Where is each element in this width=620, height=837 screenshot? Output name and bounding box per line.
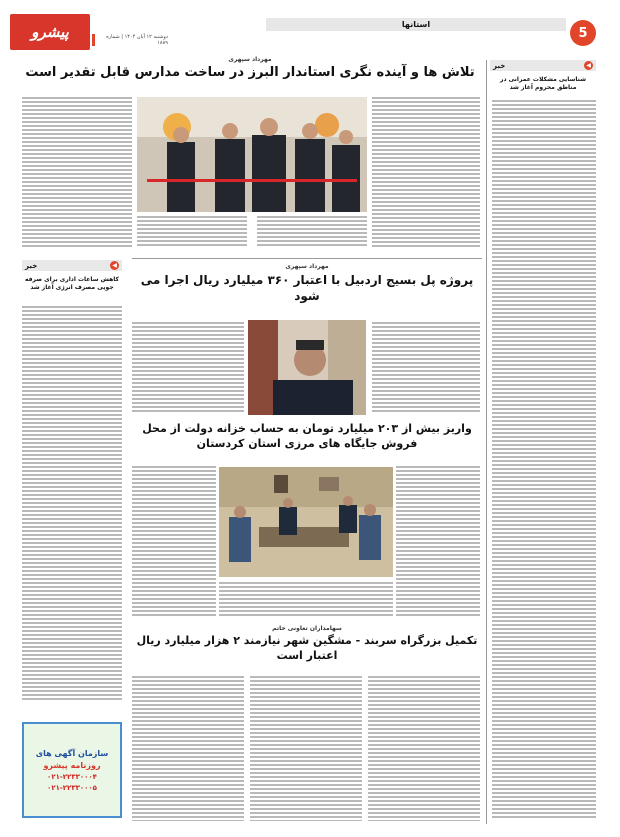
story1-text-col2a [137, 216, 247, 248]
right-column-text [492, 100, 596, 820]
story2-text-col3 [372, 322, 480, 414]
ad-phone2: ۰۲۱-۲۲۳۳۰۰۰۵ [47, 783, 97, 792]
story2-kicker: مهرداد سپهری [285, 263, 329, 270]
news-box-right-title: شناسایی مشکلات عمرانی در مناطق محروم آغاز شد [499, 76, 586, 92]
ad-title-row [36, 749, 109, 758]
issue-date: دوشنبه ۱۲ آبان ۱۴۰۴ | شماره ۱۸۸۹ [106, 34, 168, 46]
story1-photo-ribbon-cutting [137, 97, 367, 212]
story3-text-col1 [132, 466, 216, 616]
story4-text-col1 [132, 676, 244, 821]
story2-text-col1 [132, 322, 244, 414]
news-box-right-label: خبر [493, 61, 506, 70]
column-rule [486, 60, 487, 824]
story1-text-col2b [257, 216, 367, 248]
news-arrow-icon: ◀ [584, 61, 593, 70]
page-number-badge: 5 [570, 20, 596, 46]
story1-text-col3 [372, 97, 480, 247]
story3-text-col2 [219, 582, 393, 616]
story4-kicker: سهامداران تعاونی خاتم [272, 625, 342, 632]
news-box-left-header [22, 260, 122, 271]
story4-headline: تکمیل بزرگراه سربند - مشگین شهر نیازمند ۲ هزار میلیارد ریال اعتبار است [136, 634, 478, 662]
story3-photo-meeting [219, 467, 393, 577]
section-title: استانها [266, 18, 566, 31]
news-box-left-label: خبر [25, 261, 38, 270]
advertisement-box[interactable] [22, 722, 122, 818]
ad-line1-a: سازمان [77, 748, 109, 758]
story3-headline: واریز بیش از ۲۰۳ میلیارد تومان به حساب خزانه دولت از محل فروش جایگاه های مرزی استان کردستان [142, 422, 472, 450]
story2-headline: پروژه پل بسیج اردبیل با اعتبار ۳۶۰ میلیارد ریال اجرا می شود [140, 273, 474, 304]
story3-text-col3 [396, 466, 480, 616]
news-box-right-header [490, 60, 596, 71]
logo-text: پیشرو [31, 23, 69, 41]
news-box-left-title: کاهش ساعات اداری برای صرفه جویی مصرف انرژی آغاز شد [24, 276, 120, 292]
page-header [8, 14, 598, 52]
story1-kicker: مهرداد سپهری [228, 56, 272, 63]
story1-headline: تلاش ها و آینده نگری استاندار البرز در ساخت مدارس قابل تقدیر است [25, 65, 475, 80]
story4-text-col3 [368, 676, 480, 821]
ad-line1-b: آگهی های [35, 748, 76, 758]
newspaper-logo [10, 14, 90, 50]
story2-photo-portrait [248, 320, 366, 415]
story-divider [132, 258, 482, 259]
ad-line2: روزنامه پیشرو [43, 760, 101, 770]
ad-phone1: ۰۲۱-۲۲۳۳۰۰۰۴ [47, 772, 97, 781]
story1-text-col1 [22, 97, 132, 247]
date-marker [92, 34, 95, 46]
news-box-left-text [22, 306, 122, 701]
news-arrow-icon: ◀ [110, 261, 119, 270]
story4-text-col2 [250, 676, 362, 821]
